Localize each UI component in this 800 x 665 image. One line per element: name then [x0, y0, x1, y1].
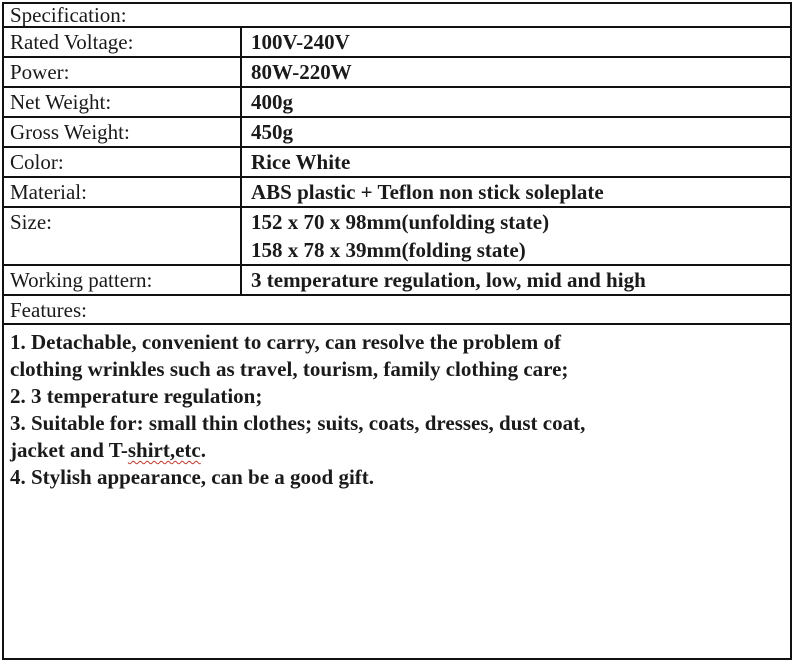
spec-value: 100V-240V: [240, 28, 790, 56]
spec-label: Working pattern:: [10, 268, 153, 292]
spec-value: 400g: [240, 88, 790, 116]
spec-row-net-weight: [4, 88, 790, 118]
spec-label: Size:: [10, 210, 52, 234]
feature-line: [10, 437, 790, 464]
spec-label: Material:: [10, 180, 87, 204]
spec-row-color: [4, 148, 790, 178]
feature-line: 2. 3 temperature regulation;: [10, 384, 263, 408]
spellcheck-underlined-text: shirt,etc: [127, 438, 201, 462]
spec-row-material: [4, 178, 790, 208]
size-unfolded: 152 x 70 x 98mm(unfolding state): [251, 210, 550, 234]
size-folded: 158 x 78 x 39mm(folding state): [251, 238, 526, 262]
spec-row-size: [4, 208, 790, 266]
spec-row-gross-weight: [4, 118, 790, 148]
spec-label: Gross Weight:: [10, 120, 130, 144]
features-title: Features:: [10, 298, 87, 322]
spec-label: Power:: [10, 60, 70, 84]
feature-line: 1. Detachable, convenient to carry, can resolve the problem of: [10, 330, 561, 354]
spec-value: ABS plastic + Teflon non stick soleplate: [240, 178, 790, 206]
spec-label: Net Weight:: [10, 90, 112, 114]
specification-table: [2, 2, 792, 660]
specification-header-row: [4, 4, 790, 28]
feature-line: 4. Stylish appearance, can be a good gift.: [10, 465, 375, 489]
spec-value: [240, 208, 790, 264]
feature-line: clothing wrinkles such as travel, tourism, family clothing care;: [10, 357, 569, 381]
spec-row-rated-voltage: [4, 28, 790, 58]
spec-row-power: [4, 58, 790, 88]
specification-title: Specification:: [10, 3, 127, 27]
features-header-row: [4, 296, 790, 325]
feature-text: .: [200, 438, 206, 462]
spec-value: 80W-220W: [240, 58, 790, 86]
spec-value: 450g: [240, 118, 790, 146]
features-list: [4, 327, 790, 658]
feature-line: 3. Suitable for: small thin clothes; suits, coats, dresses, dust coat,: [10, 411, 586, 435]
spec-label: Rated Voltage:: [10, 30, 134, 54]
spec-label: Color:: [10, 150, 64, 174]
spec-value: Rice White: [240, 148, 790, 176]
spec-value: 3 temperature regulation, low, mid and high: [240, 266, 790, 294]
spec-row-working-pattern: [4, 266, 790, 296]
feature-text: jacket and T-: [10, 438, 128, 462]
